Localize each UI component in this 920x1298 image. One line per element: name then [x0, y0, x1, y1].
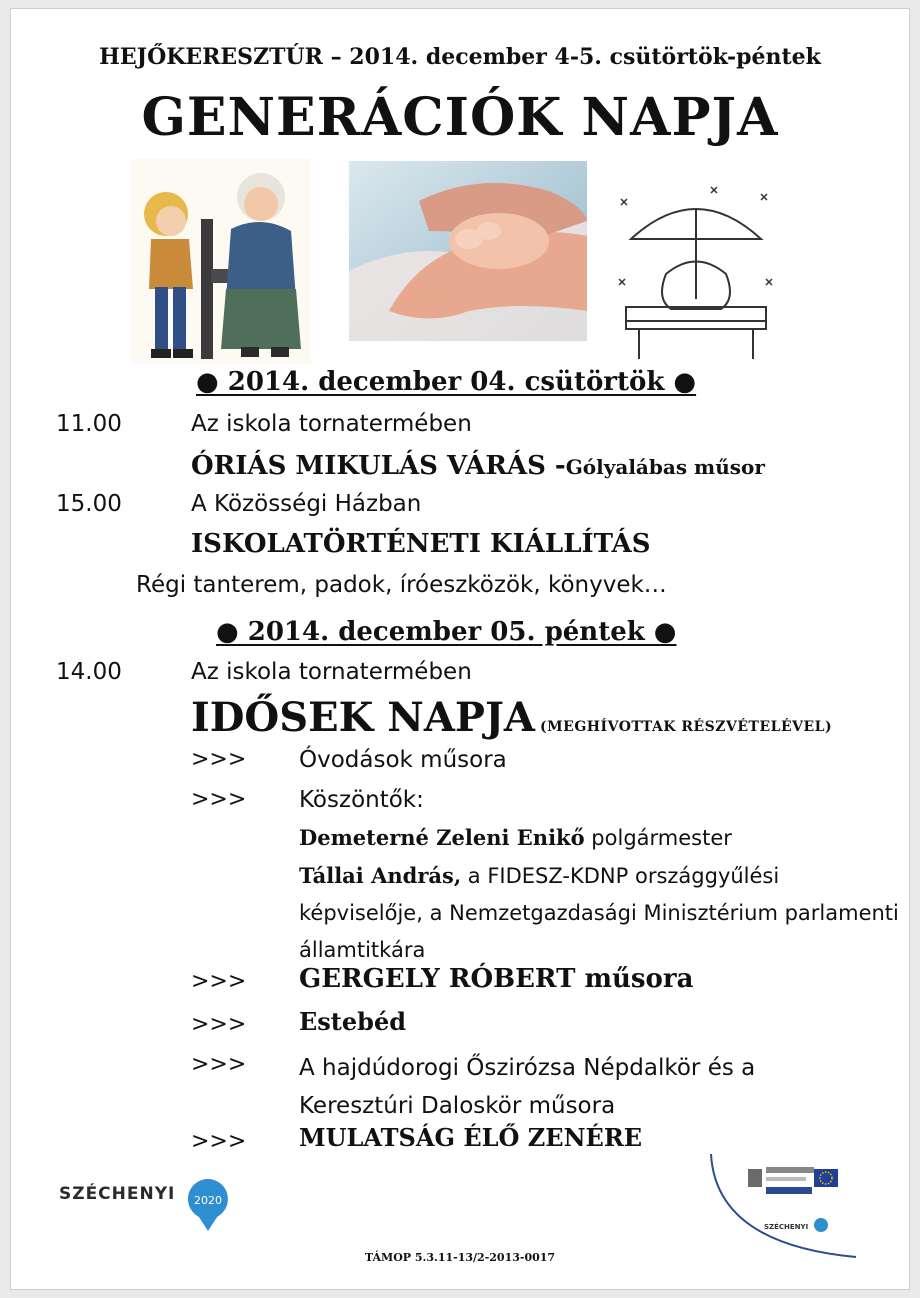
event3-note: (MEGHÍVOTTAK RÉSZVÉTELÉVEL) [540, 719, 833, 735]
speaker1-role: polgármester [584, 826, 732, 850]
program-arrow: >>> [191, 1012, 247, 1037]
project-code: TÁMOP 5.3.11-13/2-2013-0017 [364, 1251, 556, 1264]
szechenyi-logo-year: 2020 [194, 1194, 222, 1207]
program-arrow: >>> [191, 747, 247, 772]
szechenyi-2020-logo [59, 1184, 175, 1204]
event1-time: 11.00 [56, 411, 122, 437]
speaker2-name: Tállai András, [299, 863, 462, 888]
program-arrow: >>> [191, 1052, 247, 1077]
szechenyi-logo-text: SZÉCHENYI [59, 1184, 176, 1204]
program-item-party: MULATSÁG ÉLŐ ZENÉRE [299, 1123, 643, 1152]
poster-page [10, 8, 910, 1290]
event2-name: ISKOLATÖRTÉNETI KIÁLLÍTÁS [191, 529, 651, 559]
program-item-choirs: A hajdúdorogi Őszirózsa Népdalkör és a Keresztúri Daloskör műsora [299, 1055, 756, 1119]
event3-time: 14.00 [56, 659, 122, 685]
event2-time: 15.00 [56, 491, 122, 517]
event3-title: IDŐSEK NAPJA [191, 694, 535, 741]
program-arrow: >>> [191, 969, 247, 994]
event1-place: Az iskola tornatermében [191, 411, 472, 437]
bench-umbrella-drawing [611, 179, 781, 364]
program-arrow: >>> [191, 1129, 247, 1154]
poster-title: GENERÁCIÓK NAPJA [141, 87, 779, 148]
event2-place: A Közösségi Házban [191, 491, 422, 517]
szechenyi-2020-pin-icon [185, 1177, 231, 1233]
event3-place: Az iskola tornatermében [191, 659, 472, 685]
poster-header: HEJŐKERESZTÚR – 2014. december 4-5. csütörtök-péntek [99, 44, 821, 70]
program-item-kindergarten: Óvodások műsora [299, 747, 507, 773]
event1-name [191, 451, 765, 481]
greetings-speakers [299, 819, 899, 969]
child-grandmother-illustration [131, 159, 311, 364]
eu-funding-logo [706, 1149, 866, 1264]
event2-description: Régi tanterem, padok, íróeszközök, könyvek… [136, 572, 667, 598]
day1-heading: ● 2014. december 04. csütörtök ● [196, 367, 697, 397]
program-item-performance: GERGELY RÓBERT műsora [299, 964, 694, 994]
event3-name [191, 694, 832, 741]
day2-heading: ● 2014. december 05. péntek ● [216, 617, 677, 647]
holding-hands-photo [349, 161, 587, 341]
speaker1-name: Demeterné Zeleni Enikő [299, 825, 585, 850]
small-szechenyi-text: SZÉCHENYI [764, 1223, 809, 1231]
program-item-dinner: Estebéd [299, 1007, 406, 1036]
event1-title: ÓRIÁS MIKULÁS VÁRÁS - [191, 451, 566, 481]
speaker2-role: a FIDESZ-KDNP országgyűlési képviselője, a Nemzetgazdasági Minisztérium parlamenti államtitkára [299, 864, 899, 962]
program-item-greetings: Köszöntők: [299, 787, 424, 813]
event1-subtitle: Gólyalábas műsor [565, 455, 765, 479]
program-arrow: >>> [191, 787, 247, 812]
